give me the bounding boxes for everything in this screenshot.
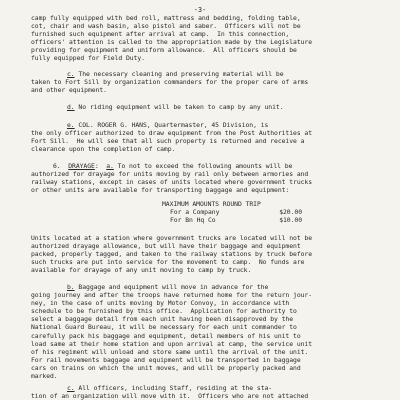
table-row-label: For Bn Hq Co <box>170 216 216 225</box>
paragraph-e <box>31 121 381 153</box>
trucks-paragraph <box>31 234 381 274</box>
text-line: or other units are available for transporting baggage and equipment: <box>31 186 290 195</box>
paragraph-label: b. <box>67 283 75 291</box>
text-line: authorized drayage allowance, but will have their baggage and equipment <box>31 242 301 251</box>
paragraph-label: a. <box>106 162 114 170</box>
text-line: railway stations, except in cases of units located where government trucks <box>31 178 313 187</box>
text-line: load same at their home station and upon arrival at camp, the service unit <box>31 339 313 348</box>
text-line: Fort Sill. He will see that all such property is returned and receive a <box>31 137 305 146</box>
text-line: packed, properly tagged, and taken to the railway stations by truck before <box>31 250 313 259</box>
paragraph-label: c. <box>67 384 75 392</box>
paragraph-first-line: c. All officers, including Staff, residing at the sta- <box>67 384 273 392</box>
text-line: going journey and after the troops have returned home for the return jour- <box>31 291 313 300</box>
text-line: camp fully equipped with bed roll, mattress and bedding, folding table, <box>31 14 301 22</box>
table-header: MAXIMUM AMOUNTS ROUND TRIP <box>162 200 261 208</box>
section-number: 6. <box>53 162 61 170</box>
text-line: such trucks are put into service for the movement to camp. No funds are <box>31 258 305 267</box>
text-line: officers' attention is called to the appropriation made by the Legislature <box>31 38 313 47</box>
table-row-value: $20.00 <box>279 208 302 217</box>
text-line: tion of an organization will move with it. Officers who are not attached <box>31 392 309 400</box>
paragraph-label: c. <box>67 70 75 78</box>
paragraph-d <box>31 103 381 111</box>
text-line: select a baggage detail from each unit having been disapproved by the <box>31 315 294 324</box>
text-line: carefully pack his baggage and equipment, detail members of his unit to <box>31 331 301 340</box>
table-row <box>162 208 302 216</box>
table-row-value: $10.00 <box>279 216 302 225</box>
text-line: National Guard Bureau, it will be necessary for each unit commander to <box>31 323 297 332</box>
text-line: Units located at a station where government trucks are located will not be <box>31 234 313 242</box>
text-line: cars on trains on which the unit moves, and will be properly packed and <box>31 363 301 372</box>
page-number: -3- <box>193 6 207 14</box>
paragraph-6-drayage <box>31 162 381 194</box>
paragraph-first-line: c. The necessary cleaning and preserving material will be <box>67 70 284 78</box>
paragraph-label: d. <box>67 103 75 111</box>
text-line: ney, in the case of units moving by Motor Convoy, in accordance with <box>31 299 290 308</box>
text-line: clearance upon the completion of camp. <box>31 145 176 154</box>
table-row-label: For a Company <box>170 208 220 217</box>
text-line: the only officer authorized to draw equipment from the Post Authorities at <box>31 129 313 138</box>
opening-paragraph <box>31 14 381 63</box>
paragraph-label: e. <box>67 121 75 129</box>
paragraph-c-officers <box>31 384 381 400</box>
text-line: For rail movements baggage and equipment will be transported in baggage <box>31 355 301 364</box>
text-line: and other equipment. <box>31 86 107 95</box>
section-heading: DRAYAGE <box>68 162 95 170</box>
paragraph-first-line: e. COL. ROGER G. HANS, Quartermaster, 45 Division, is <box>67 121 269 129</box>
drayage-amounts-table <box>162 200 302 224</box>
text-line: furnished such equipment after arrival at camp. In this connection, <box>31 30 290 39</box>
text-line: authorized for drayage for units moving by rail only between armories and <box>31 170 309 179</box>
text-line: taken to Fort Sill by organization commanders for the proper care of arms <box>31 78 309 87</box>
paragraph-c <box>31 70 381 94</box>
table-row <box>162 216 302 224</box>
text-line: cot, chair and wash basin, also pistol and saber. Officers will not be <box>31 22 301 31</box>
paragraph-first-line: b. Baggage and equipment will move in advance for the <box>67 283 269 291</box>
text-line: providing for equipment and uniform allowance. All officers should be <box>31 46 297 55</box>
paragraph-first-line: 6. DRAYAGE: a. To not to exceed the following amounts will be <box>53 162 293 170</box>
text-line: of his regiment will unload and store same until the arrival of the unit. <box>31 347 309 356</box>
text-line: schedule to be furnished by this office. Application for authority to <box>31 307 297 316</box>
paragraph-b <box>31 283 381 380</box>
paragraph-first-line: d. No riding equipment will be taken to camp by any unit. <box>67 103 284 111</box>
text-line: marked. <box>31 372 58 381</box>
text-line: fully equipped for Field Duty. <box>31 54 145 63</box>
text-line: available for drayage of any unit moving to camp by truck. <box>31 266 252 275</box>
